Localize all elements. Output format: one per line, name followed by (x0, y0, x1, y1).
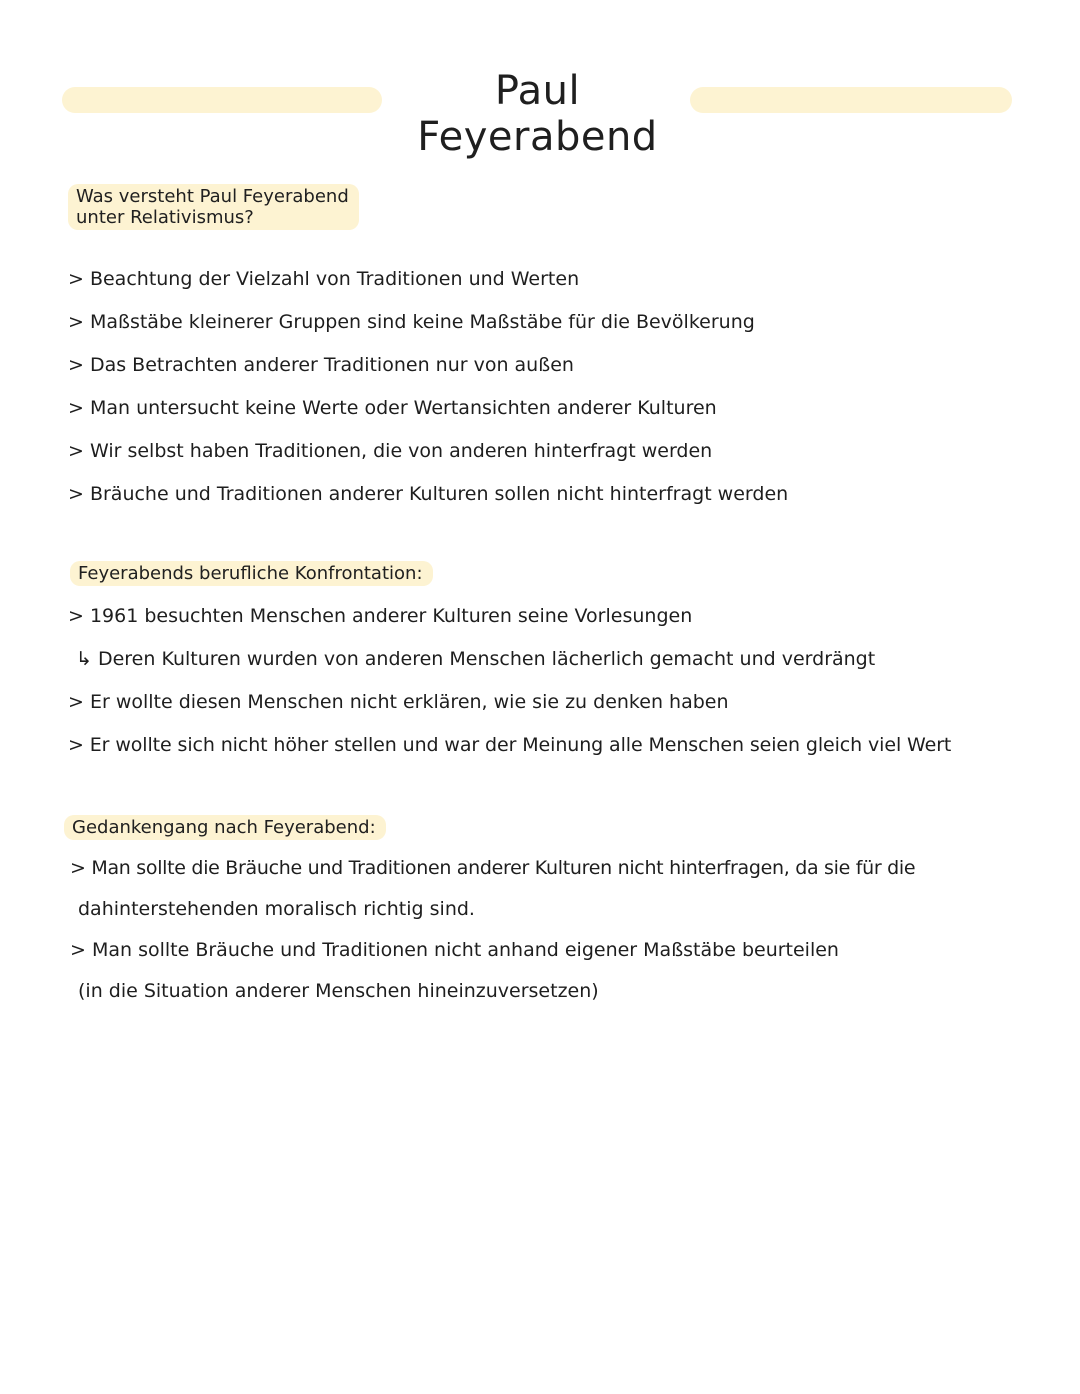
section-heading (64, 815, 386, 840)
list-item-continuation: (in die Situation anderer Menschen hineinzuversetzen) (78, 980, 599, 1002)
list-item: > Beachtung der Vielzahl von Traditionen und Werten (68, 268, 580, 290)
list-item: > Er wollte diesen Menschen nicht erklären, wie sie zu denken haben (68, 691, 729, 713)
section-heading (70, 561, 433, 586)
bullet-list (70, 853, 915, 1017)
list-item: ↳ Deren Kulturen wurden von anderen Menschen lächerlich gemacht und verdrängt (76, 648, 876, 670)
heading-line: Was versteht Paul Feyerabend (76, 186, 349, 207)
list-item: > Er wollte sich nicht höher stellen und war der Meinung alle Menschen seien gleich viel Wert (68, 734, 952, 756)
title-highlight-right (690, 87, 1012, 113)
section-heading (68, 184, 359, 230)
list-item: > Bräuche und Traditionen anderer Kulturen sollen nicht hinterfragt werden (68, 483, 789, 505)
list-item: > Man untersucht keine Werte oder Wertansichten anderer Kulturen (68, 397, 717, 419)
title-highlight-left (62, 87, 382, 113)
bullet-list (68, 264, 788, 522)
bullet-list (68, 601, 951, 773)
page-title: Paul Feyerabend (417, 68, 658, 160)
heading-line: Gedankengang nach Feyerabend: (72, 817, 376, 838)
list-item-continuation: dahinterstehenden moralisch richtig sind. (78, 898, 475, 920)
list-item: > Maßstäbe kleinerer Gruppen sind keine Maßstäbe für die Bevölkerung (68, 311, 755, 333)
list-item: > Man sollte Bräuche und Traditionen nicht anhand eigener Maßstäbe beurteilen (70, 939, 839, 961)
heading-line: Feyerabends berufliche Konfrontation: (78, 563, 423, 584)
heading-line: unter Relativismus? (76, 207, 254, 228)
list-item: > Wir selbst haben Traditionen, die von anderen hinterfragt werden (68, 440, 713, 462)
list-item: > Man sollte die Bräuche und Traditionen anderer Kulturen nicht hinterfragen, da sie für die (70, 857, 916, 879)
list-item: > 1961 besuchten Menschen anderer Kulturen seine Vorlesungen (68, 605, 693, 627)
list-item: > Das Betrachten anderer Traditionen nur von außen (68, 354, 574, 376)
